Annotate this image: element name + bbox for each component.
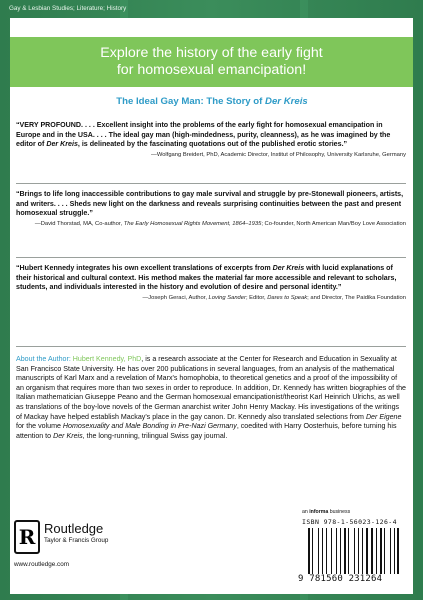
barcode-bar: [376, 528, 377, 574]
review-quote-text: “Brings to life long inaccessible contributions to gay male survival and struggle by pre-Stonewall pioneers, artists, and writers. . . . Sheds new light on the darkness and reveals surprising continuities between the past and present homosexual struggle.”: [16, 190, 404, 218]
publisher-logo: [14, 520, 134, 572]
barcode-digits: 9 781560 231264: [298, 574, 383, 584]
barcode-bar: [336, 528, 337, 574]
isbn-text: ISBN 978-1-56023-126-4: [302, 518, 397, 526]
review-attribution: —Wolfgang Breidert, PhD, Academic Director, Institut of Philosophy, University Karlsruhe, Germany: [151, 151, 406, 158]
barcode-bar: [369, 528, 370, 574]
barcode-bar: [391, 528, 393, 574]
about-label: About the Author:: [16, 355, 73, 363]
barcode-bar: [374, 528, 375, 574]
divider: [16, 183, 406, 184]
barcode: [298, 518, 406, 588]
barcode-bar: [366, 528, 368, 574]
barcode-bar: [400, 528, 401, 574]
barcode-bar: [326, 528, 328, 574]
barcode-bar: [319, 528, 321, 574]
routledge-logo-icon: R: [14, 520, 40, 554]
review-quote-3: [16, 264, 406, 302]
barcode-bar: [328, 528, 330, 574]
barcode-bar: [358, 528, 359, 574]
informa-tagline: an informa business: [302, 509, 351, 515]
barcode-bar: [356, 528, 357, 574]
divider: [16, 346, 406, 347]
review-quote-2: [16, 190, 406, 228]
barcode-bar: [324, 528, 325, 574]
review-quote-1: [16, 121, 406, 159]
review-quote-text: “Hubert Kennedy integrates his own excellent translations of excerpts from Der Kreis with lucid explanations of their historical and cultural context. His method makes the material far more accessible and relevant to scholars, students, and individuals interested in the history and evolution of desire and personal identity.”: [16, 264, 397, 292]
barcode-bar: [394, 528, 395, 574]
divider: [16, 257, 406, 258]
book-title-main: The Ideal Gay Man: [116, 96, 201, 107]
book-title-connector: : The Story of: [200, 96, 266, 107]
barcode-bar: [396, 528, 397, 574]
review-quote-text: “VERY PROFOUND. . . . Excellent insight into the problems of the early fight for homosexual emancipation in Europe and in the USA. . . . The ideal gay man (high-mindedness, purity, cleanness), as he was imagined by the editor of Der Kreis, is delineated by the fascinating quotations out of the published erotic stories.”: [16, 121, 391, 149]
publisher-name: Routledge: [44, 521, 104, 536]
barcode-bar: [333, 528, 335, 574]
barcode-bar: [380, 528, 382, 574]
barcode-bar: [384, 528, 385, 574]
barcode-bar: [390, 528, 391, 574]
barcode-bar: [338, 528, 339, 574]
barcode-bar: [397, 528, 399, 574]
category-label: Gay & Lesbian Studies; Literature; History: [9, 5, 127, 12]
barcode-bar: [377, 528, 379, 574]
headline-line-2: for homosexual emancipation!: [116, 62, 307, 78]
barcode-bar: [364, 528, 365, 574]
book-title: [12, 96, 412, 107]
barcode-bar: [311, 528, 312, 574]
barcode-bar: [342, 528, 343, 574]
author-name: Hubert Kennedy, PhD: [72, 355, 142, 363]
headline-line-1: Explore the history of the early fight: [100, 45, 323, 61]
headline-banner: [10, 37, 413, 87]
barcode-bar: [347, 528, 348, 574]
review-attribution: —Joseph Geraci, Author, Loving Sander; Editor, Dares to Speak; and Director, The Paidika Foundation: [142, 294, 406, 301]
barcode-bar: [318, 528, 319, 574]
about-the-author: About the Author: Hubert Kennedy, PhD, is a research associate at the Center for Research and Education in Sexuality at San Francisco State University. He has over 200 publications in several languages, from an analysis of the mathematical manuscripts of Karl Marx and a revelation of Marx's homophobia, to theoretical genetics and a proof of the impossibility of an organism that requires more than two sexes in order to reproduce. In addition, Dr. Kennedy has written biographies of the Italian mathematician Giuseppe Peano and the German homosexual emancipationist/theorist Karl Heinrich Ulrichs, as well as translations of the boy-love novels of the German anarchist writer John Henry Mackay. His investigations of the writings of Mackay have helped establish Mackay's place in the gay canon. Dr. Kennedy also translated selections from Der Eigene for the volume Homosexuality and Male Bonding in Pre-Nazi Germany, coedited with Harry Oosterhuis, before turning his attention to Der Kreis, the long-running, trilingual Swiss gay journal.: [16, 355, 406, 440]
barcode-bar: [354, 528, 356, 574]
barcode-bar: [322, 528, 323, 574]
barcode-bar: [344, 528, 346, 574]
book-title-italic: Der Kreis: [265, 96, 308, 107]
barcode-bar: [340, 528, 342, 574]
barcode-bar: [350, 528, 352, 574]
barcode-bar: [360, 528, 362, 574]
barcode-bar: [331, 528, 332, 574]
barcode-bar: [362, 528, 363, 574]
barcode-bar: [314, 528, 316, 574]
barcode-bars-icon: [308, 528, 402, 574]
publisher-url: www.routledge.com: [14, 561, 69, 568]
review-attribution: —David Thorstad, MA, Co-author, The Early Homosexual Rights Movement, 1864–1935; Co-founder, North American Man/Boy Love Association: [34, 220, 406, 227]
publisher-group: Taylor & Francis Group: [44, 537, 109, 544]
barcode-bar: [312, 528, 313, 574]
barcode-bar: [348, 528, 349, 574]
barcode-bar: [386, 528, 388, 574]
barcode-bar: [371, 528, 373, 574]
barcode-bar: [308, 528, 310, 574]
barcode-bar: [383, 528, 384, 574]
